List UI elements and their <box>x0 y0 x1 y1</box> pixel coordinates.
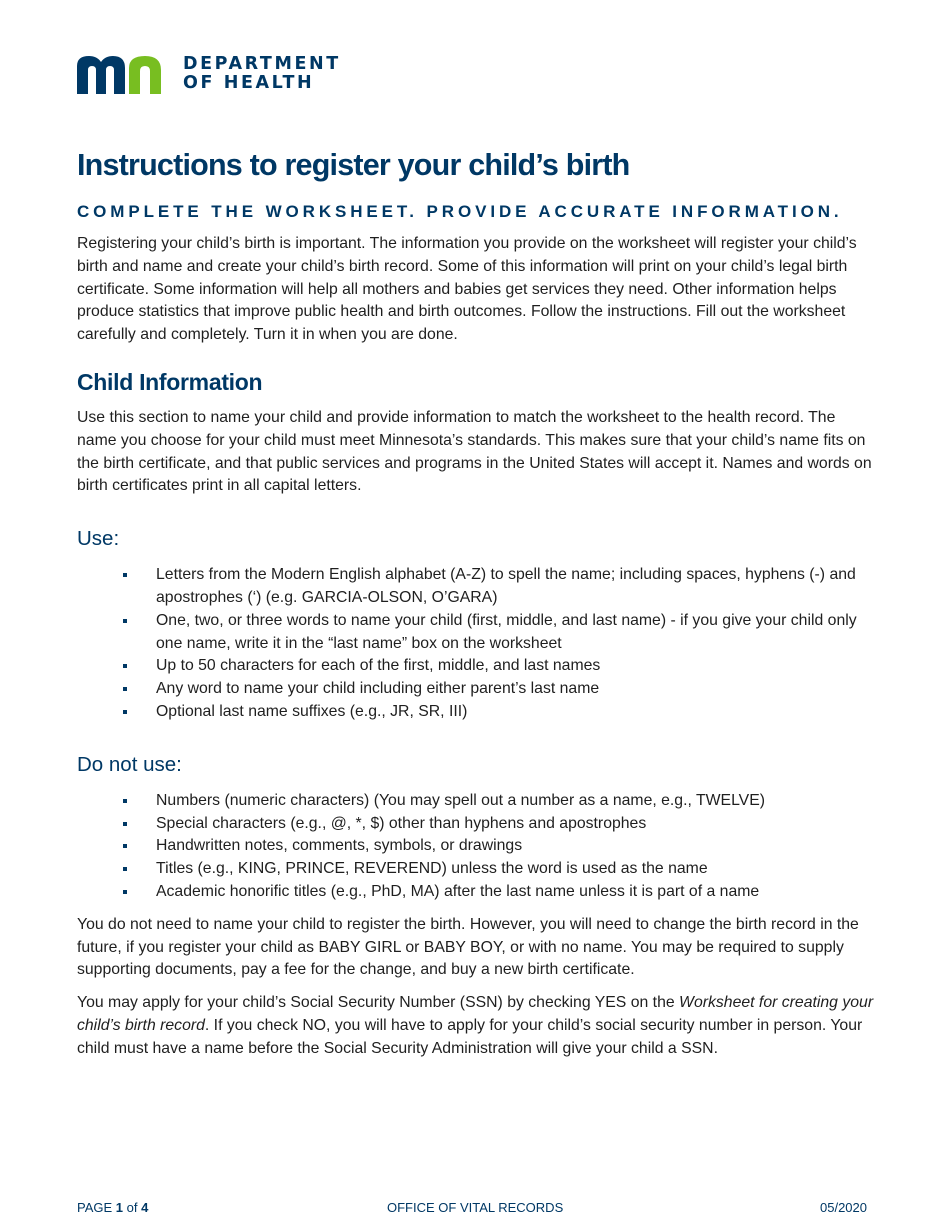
bullet-icon <box>123 844 127 848</box>
page-title: Instructions to register your child’s birth <box>77 148 630 182</box>
bullet-icon <box>123 890 127 894</box>
page-subtitle: COMPLETE THE WORKSHEET. PROVIDE ACCURATE INFORMATION. <box>77 202 843 221</box>
use-list <box>77 564 877 724</box>
page-of: of <box>126 1200 138 1215</box>
mdh-logo <box>77 54 341 94</box>
logo-line-of-health: OF HEALTH <box>183 73 315 93</box>
list-item <box>156 813 877 836</box>
page-number <box>77 1199 148 1217</box>
bullet-icon <box>123 664 127 668</box>
logo-line-department: DEPARTMENT <box>183 54 341 74</box>
page-total: 4 <box>141 1200 149 1215</box>
list-item <box>156 835 877 858</box>
no-name-paragraph: You do not need to name your child to register the birth. However, you will need to change the birth record in the future, if you register your child as BABY GIRL or BABY BOY, or with no name. You may be required to supply supporting documents, pay a fee for the change, and buy a new birth certificate. <box>77 915 859 979</box>
page-label: PAGE <box>77 1200 113 1215</box>
mn-logo-icon <box>77 54 173 94</box>
ssn-paragraph <box>77 992 877 1060</box>
list-item <box>156 790 877 813</box>
bullet-icon <box>123 687 127 691</box>
list-item <box>156 881 877 904</box>
bullet-icon <box>123 822 127 826</box>
list-item <box>156 564 877 610</box>
list-item-text: Any word to name your child including either parent’s last name <box>156 680 600 698</box>
do-not-use-heading: Do not use: <box>77 752 182 776</box>
ssn-text-part2: . If you check NO, you will have to apply for your child’s social security number in person. Your child must have a name before the Social Security Administration will give your child a SSN. <box>77 1016 863 1057</box>
list-item-text: Special characters (e.g., @, *, $) other than hyphens and apostrophes <box>156 814 647 832</box>
child-information-paragraph: Use this section to name your child and provide information to match the worksheet to the health record. The name you choose for your child must meet Minnesota’s standards. This makes sure that your child’s name fits on the birth certificate, and that public services and programs in the United States will accept it. Names and words on birth certificates print in all capital letters. <box>77 408 872 495</box>
ssn-text-part1: You may apply for your child’s Social Security Number (SSN) by checking YES on the <box>77 994 680 1012</box>
bullet-icon <box>123 619 127 623</box>
main-content <box>77 144 877 1071</box>
list-item <box>156 701 877 724</box>
list-item-text: Optional last name suffixes (e.g., JR, SR, III) <box>156 702 468 720</box>
footer-office: OFFICE OF VITAL RECORDS <box>387 1200 564 1215</box>
list-item-text: Numbers (numeric characters) (You may spell out a number as a name, e.g., TWELVE) <box>156 791 766 809</box>
bullet-icon <box>123 710 127 714</box>
bullet-icon <box>123 799 127 803</box>
list-item <box>156 610 877 656</box>
do-not-use-list <box>77 790 877 904</box>
intro-paragraph: Registering your child’s birth is important. The information you provide on the worksheet will register your child’s birth and name and create your child’s birth record. Some of this information will print on your child’s legal birth certificate. Some information will help all mothers and babies get services they need. Other information helps produce statistics that improve public health and birth outcomes. Follow the instructions. Fill out the worksheet carefully and completely. Turn it in when you are done. <box>77 235 857 344</box>
child-information-heading: Child Information <box>77 368 263 395</box>
list-item-text: Letters from the Modern English alphabet (A-Z) to spell the name; including spaces, hyphens (-) and apostrophes (‘) (e.g. GARCIA-OLSON, O’GARA) <box>156 566 856 606</box>
list-item <box>156 678 877 701</box>
logo-wordmark <box>183 55 341 93</box>
footer-date: 05/2020 <box>820 1200 867 1215</box>
list-item-text: Up to 50 characters for each of the first, middle, and last names <box>156 657 601 675</box>
bullet-icon <box>123 867 127 871</box>
list-item-text: Handwritten notes, comments, symbols, or drawings <box>156 837 523 855</box>
page-current: 1 <box>115 1200 124 1215</box>
use-heading: Use: <box>77 527 120 551</box>
worksheet-title-italic: Worksheet for creating your child’s birth record <box>77 994 874 1034</box>
list-item <box>156 655 877 678</box>
list-item-text: One, two, or three words to name your child (first, middle, and last name) - if you give your child only one name, write it in the “last name” box on the worksheet <box>156 611 857 652</box>
list-item-text: Academic honorific titles (e.g., PhD, MA) after the last name unless it is part of a name <box>156 882 760 900</box>
list-item-text: Titles (e.g., KING, PRINCE, REVEREND) unless the word is used as the name <box>156 860 708 878</box>
list-item <box>156 858 877 881</box>
bullet-icon <box>123 573 127 577</box>
